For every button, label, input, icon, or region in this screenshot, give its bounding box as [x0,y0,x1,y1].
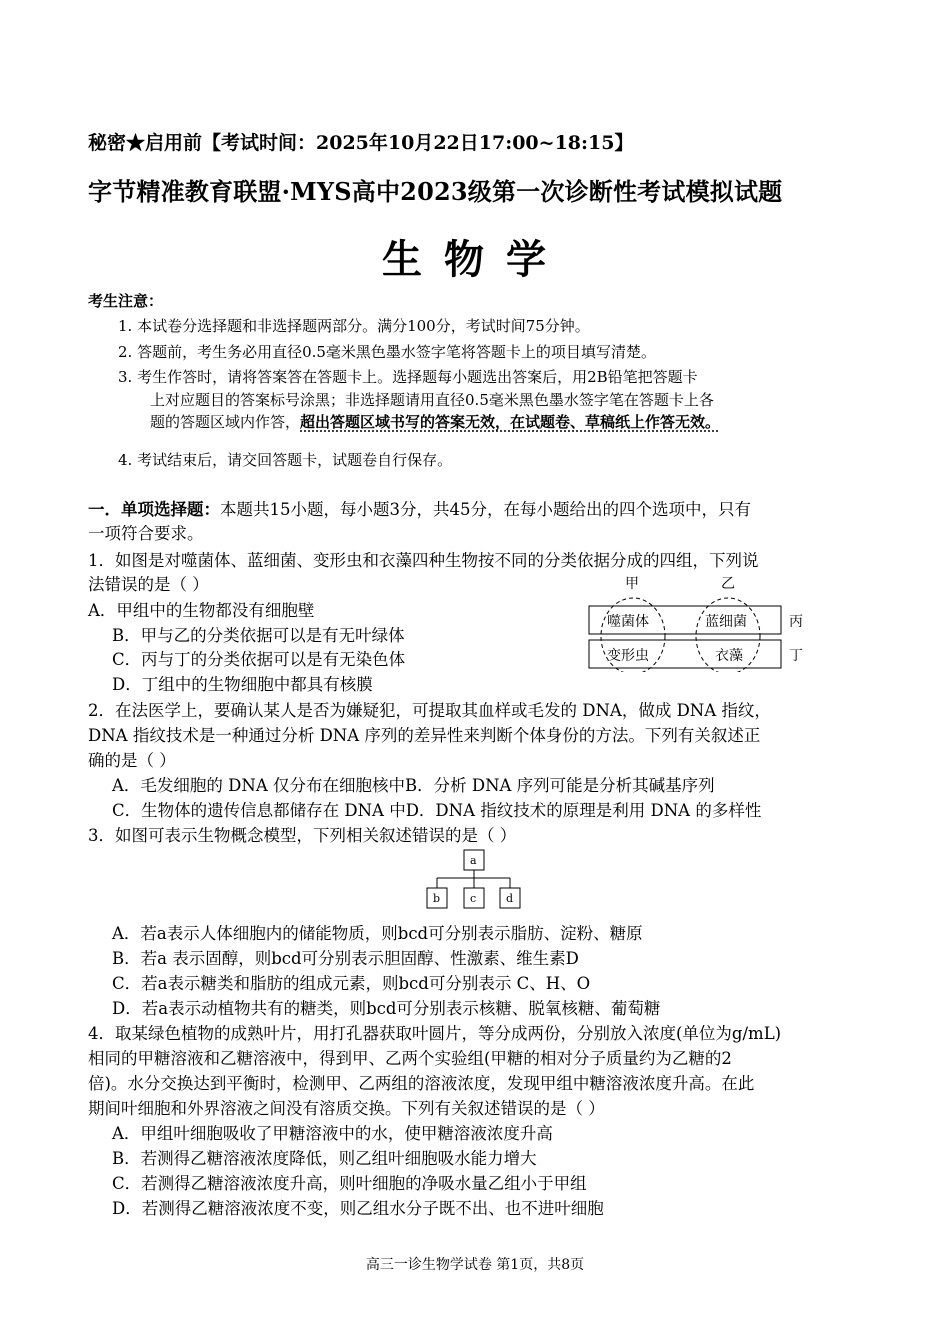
notice-item-3-cont: 上对应题目的答案标号涂黑；非选择题请用直径0.5毫米黑色墨水签字笔在答题卡上各 [150,391,714,409]
q2-stem-3: 确的是（ ） [88,751,176,770]
node-a: a [470,854,477,867]
q1-option-b: B．甲与乙的分类依据可以是有无叶绿体 [112,626,405,645]
notice-item-4: 4. 考试结束后，请交回答题卡，试题卷自行保存。 [118,451,453,469]
cell-amoeba: 变形虫 [607,648,649,664]
q2-options-ab: A．毛发细胞的 DNA 仅分布在细胞核中B．分析 DNA 序列可能是分析其碱基序列 [112,776,715,795]
section-desc: 本题共15小题，每小题3分，共45分，在每小题给出的四个选项中，只有 [220,500,751,519]
exam-title: 字节精准教育联盟·MYS高中2023级第一次诊断性考试模拟试题 [88,177,783,206]
cell-cyanobacteria: 蓝细菌 [705,614,747,630]
q3-option-a: A．若a表示人体细胞内的储能物质，则bcd可分别表示脂肪、淀粉、糖原 [112,924,643,943]
q4-stem-1: 4．取某绿色植物的成熟叶片，用打孔器获取叶圆片，等分成两份，分别放入浓度(单位为g/mL) [88,1024,782,1043]
label-ding: 丁 [789,648,803,664]
secret-line: 秘密★启用前【考试时间：2025年10月22日17:00~18:15】 [88,132,634,154]
q4-option-b: B．若测得乙糖溶液浓度降低，则乙组叶细胞吸水能力增大 [112,1149,537,1168]
q1-option-d: D．丁组中的生物细胞中都具有核膜 [112,675,373,694]
cell-chlamydomonas: 衣藻 [715,648,743,664]
notice-item-2: 2. 答题前，考生务必用直径0.5毫米黑色墨水签字笔将答题卡上的项目填写清楚。 [118,343,656,361]
q3-stem: 3．如图可表示生物概念模型，下列相关叙述错误的是（ ） [88,826,517,845]
q1-option-c: C．丙与丁的分类依据可以是有无染色体 [112,650,406,669]
section-title: 一．单项选择题： [88,500,220,519]
q4-option-c: C．若测得乙糖溶液浓度升高，则叶细胞的净吸水量乙组小于甲组 [112,1174,587,1193]
q3-option-c: C．若a表示糖类和脂肪的组成元素，则bcd可分别表示 C、H、O [112,974,591,993]
section-desc-2: 一项符合要求。 [88,524,204,543]
notice-item-3-cont2 [150,412,720,433]
q2-stem-1: 2．在法医学上，要确认某人是否为嫌疑犯，可提取其血样或毛发的 DNA，做成 DNA 指纹， [88,701,771,720]
q4-stem-3: 倍)。水分交换达到平衡时，检测甲、乙两组的溶液浓度，发现甲组中糖溶液浓度升高。在此 [88,1074,755,1093]
notice-heading: 考生注意： [88,292,164,310]
label-yi: 乙 [721,576,735,592]
q1-option-a: A．甲组中的生物都没有细胞壁 [88,601,315,620]
q4-stem-2: 相同的甲糖溶液和乙糖溶液中，得到甲、乙两个实验组(甲糖的相对分子质量约为乙糖的2 [88,1049,732,1068]
q3-concept-diagram [420,848,530,914]
notice-emphasis: 超出答题区域书写的答案无效，在试题卷、草稿纸上作答无效。 [300,413,721,431]
q2-options-cd: C．生物体的遗传信息都储存在 DNA 中D．DNA 指纹技术的原理是利用 DNA 的多样性 [112,801,762,820]
section-heading [88,496,751,520]
q4-option-a: A．甲组叶细胞吸收了甲糖溶液中的水，使甲糖溶液浓度升高 [112,1124,553,1143]
node-b: b [433,892,441,905]
notice-item-3-text: 题的答题区域内作答， [150,413,301,431]
label-bing: 丙 [789,614,803,630]
notice-item-3: 3. 考生作答时，请将答案答在答题卡上。选择题每小题选出答案后，用2B铅笔把答题卡 [118,368,698,386]
node-d: d [506,892,514,905]
page-footer: 高三一诊生物学试卷 第1页，共8页 [365,1257,585,1273]
subject-title: 生物学 [382,236,568,283]
node-c: c [470,892,477,905]
q1-classification-diagram [585,572,815,672]
q2-stem-2: DNA 指纹技术是一种通过分析 DNA 序列的差异性来判断个体身份的方法。下列有关叙述正 [88,726,761,745]
cell-phage: 噬菌体 [607,614,649,630]
q3-option-d: D．若a表示动植物共有的糖类，则bcd可分别表示核糖、脱氧核糖、葡萄糖 [112,999,661,1018]
q3-option-b: B．若a 表示固醇，则bcd可分别表示胆固醇、性激素、维生素D [112,949,579,968]
q4-option-d: D．若测得乙糖溶液浓度不变，则乙组水分子既不出、也不进叶细胞 [112,1199,604,1218]
q1-stem-1: 1．如图是对噬菌体、蓝细菌、变形虫和衣藻四种生物按不同的分类依据分成的四组，下列说 [88,551,759,570]
label-jia: 甲 [625,576,639,592]
q1-stem-2: 法错误的是（ ） [88,575,209,594]
notice-item-1: 1. 本试卷分选择题和非选择题两部分。满分100分，考试时间75分钟。 [118,317,590,335]
q4-stem-4: 期间叶细胞和外界溶液之间没有溶质交换。下列有关叙述错误的是（ ） [88,1099,605,1118]
